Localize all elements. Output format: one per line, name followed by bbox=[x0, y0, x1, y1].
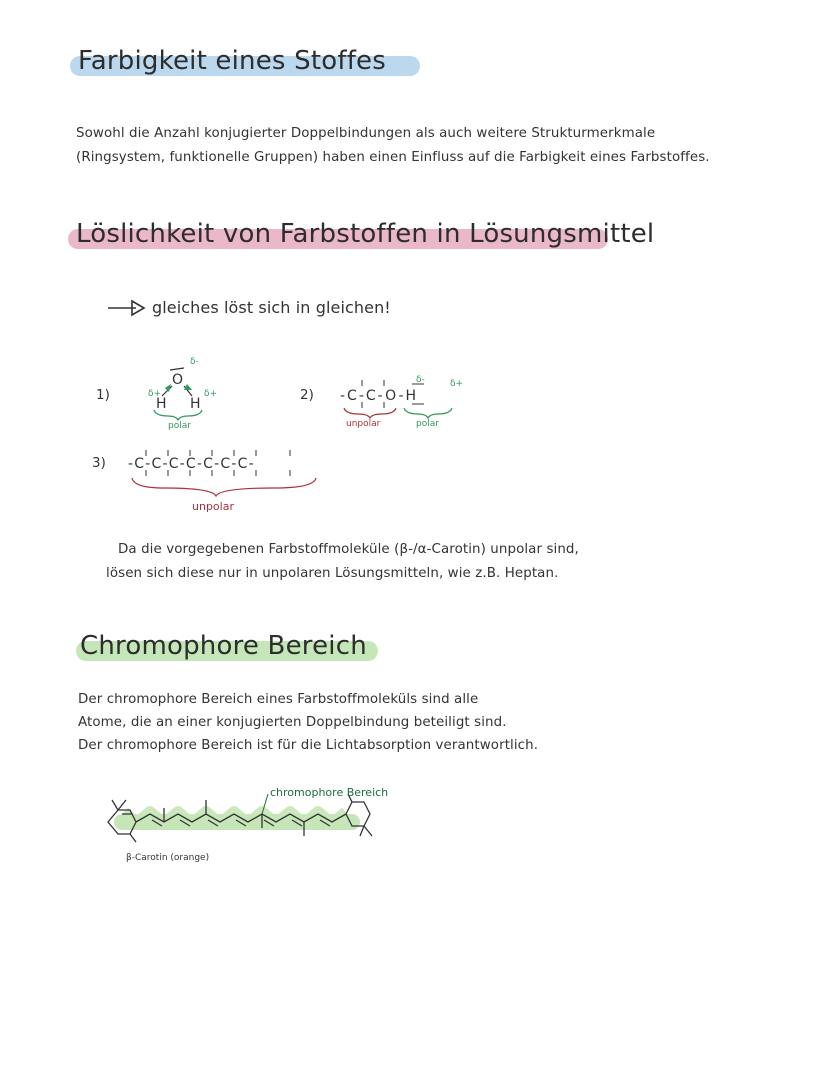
heading-chromophore: Chromophore Bereich bbox=[80, 631, 367, 661]
heading-farbigkeit: Farbigkeit eines Stoffes bbox=[78, 46, 386, 76]
water-atom-o: O bbox=[172, 372, 184, 388]
ethanol-label-unpolar: unpolar bbox=[346, 419, 381, 429]
conclusion-line2: lösen sich diese nur in unpolaren Lösungsmitteln, wie z.B. Heptan. bbox=[106, 566, 559, 581]
chromophore-line3: Der chromophore Bereich ist für die Lichtabsorption verantwortlich. bbox=[78, 738, 539, 753]
water-label-polar: polar bbox=[168, 421, 191, 431]
example2-number: 2) bbox=[300, 388, 314, 403]
heading-loeslichkeit: Löslichkeit von Farbstoffen in Lösungsmittel bbox=[76, 219, 655, 249]
arrow-icon bbox=[106, 298, 150, 322]
chromophore-line2: Atome, die an einer konjugierten Doppelbindung beteiligt sind. bbox=[78, 715, 507, 730]
ethanol-molecule bbox=[338, 370, 478, 430]
heptane-label-unpolar: unpolar bbox=[192, 500, 234, 513]
paragraph-farbigkeit-line2: (Ringsystem, funktionelle Gruppen) haben einen Einfluss auf die Farbigkeit eines Farbstoffes. bbox=[76, 150, 710, 165]
beta-carotene-structure bbox=[100, 780, 420, 870]
ethanol-delta-minus: δ- bbox=[416, 375, 425, 385]
chromophore-figure-label: chromophore Bereich bbox=[270, 786, 389, 799]
water-delta-minus: δ- bbox=[190, 357, 199, 367]
example1-number: 1) bbox=[96, 388, 110, 403]
example3-number: 3) bbox=[92, 456, 106, 471]
water-delta-plus-right: δ+ bbox=[204, 389, 218, 399]
ethanol-formula: -C-C-O-H bbox=[340, 388, 419, 404]
heptane-formula: -C-C-C-C-C-C-C- bbox=[128, 456, 255, 472]
heptane-molecule bbox=[124, 444, 324, 518]
water-delta-plus-left: δ+ bbox=[148, 389, 162, 399]
paragraph-farbigkeit-line1: Sowohl die Anzahl konjugierter Doppelbindungen als auch weitere Strukturmerkmale bbox=[76, 126, 656, 141]
ethanol-label-polar: polar bbox=[416, 419, 439, 429]
water-atom-h2: H bbox=[190, 396, 201, 412]
rule-text: gleiches löst sich in gleichen! bbox=[152, 298, 391, 317]
ethanol-delta-plus: δ+ bbox=[450, 379, 464, 389]
chromophore-line1: Der chromophore Bereich eines Farbstoffmoleküls sind alle bbox=[78, 692, 479, 707]
water-atom-h1: H bbox=[156, 396, 167, 412]
conclusion-line1: Da die vorgegebenen Farbstoffmoleküle (β-/α-Carotin) unpolar sind, bbox=[118, 542, 579, 557]
water-molecule bbox=[140, 352, 220, 432]
carotene-caption: β-Carotin (orange) bbox=[126, 853, 210, 863]
